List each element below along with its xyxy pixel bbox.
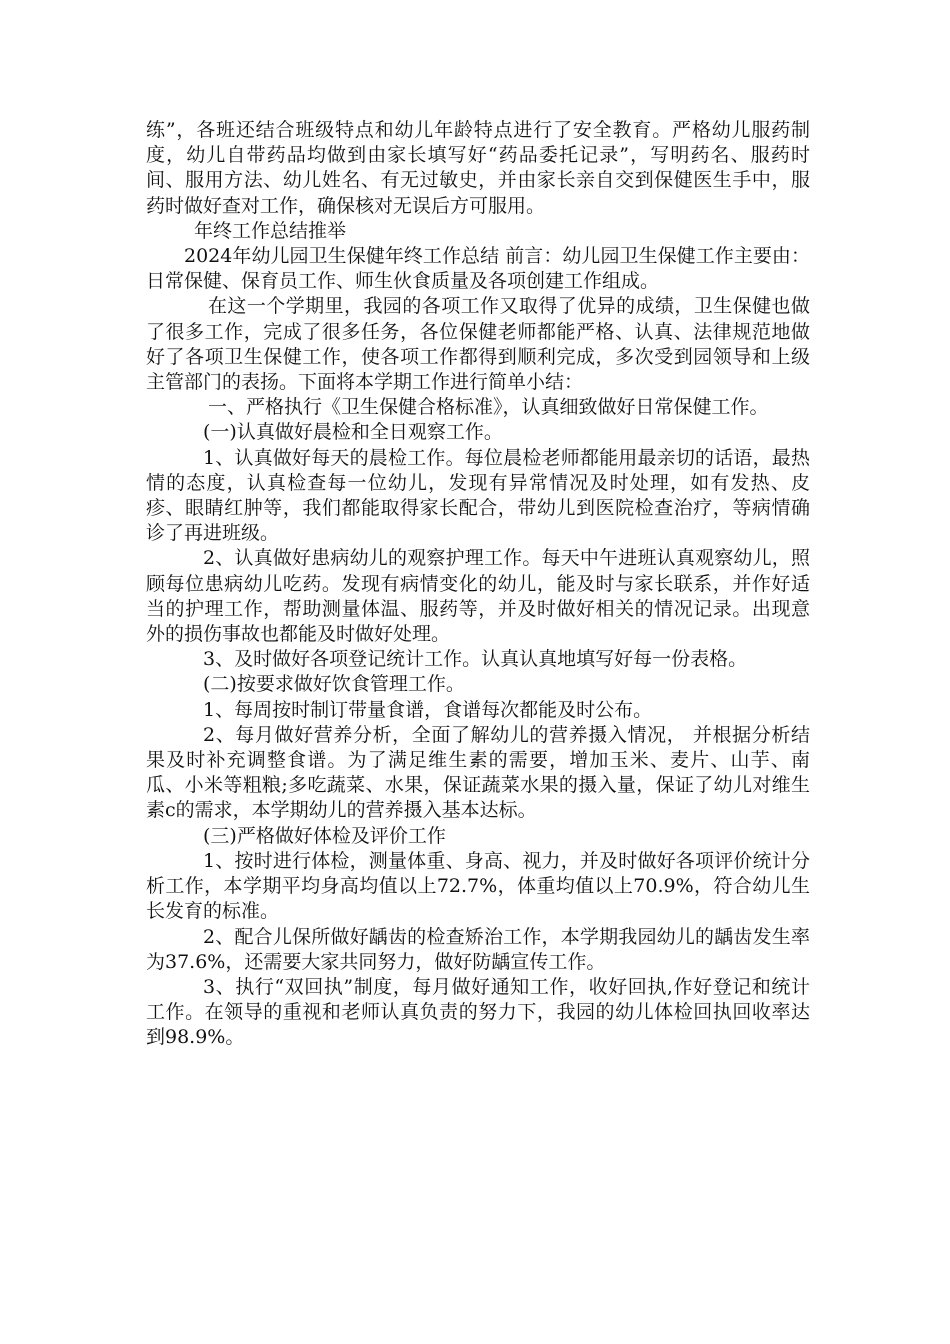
subheading-diet-management: (二)按要求做好饮食管理工作。 [203,673,465,696]
subheading-physical-exam: (三)严格做好体检及评价工作 [203,824,446,847]
item-morning-check: 1、认真做好每天的晨检工作。每位晨检老师都能用最亲切的话语，最热情的态度，认真检查每一位幼儿，发现有异常情况及时处理，如有发热、皮疹、眼睛红肿等，我们都能取得家长配合，带幼儿到医院检查治疗，等病情确诊了再进班级。 [146,446,810,545]
item-sick-child-care: 2、认真做好患病幼儿的观察护理工作。每天中午进班认真观察幼儿，照顾每位患病幼儿吃药。发现有病情变化的幼儿，能及时与家长联系，并作好适当的护理工作，帮助测量体温、服药等，并及时做好相关的情况记录。出现意外的损伤事故也都能及时做好处理。 [146,547,810,646]
document-page [146,118,810,1051]
report-title-and-preface: 2024年幼儿园卫生保健年终工作总结 前言：幼儿园卫生保健工作主要由：日常保健、保育员工作、师生伙食质量及各项创建工作组成。 [146,245,810,293]
subheading-morning-check: (一)认真做好晨检和全日观察工作。 [203,421,503,444]
paragraph-semester-overview: 在这一个学期里，我园的各项工作又取得了优异的成绩，卫生保健也做了很多工作，完成了很多任务，各位保健老师都能严格、认真、法律规范地做好了各项卫生保健工作，使各项工作都得到顺利完成，多次受到园领导和上级主管部门的表扬。下面将本学期工作进行简单小结： [146,295,810,394]
item-nutrition-analysis: 2、每月做好营养分析，全面了解幼儿的营养摄入情况， 并根据分析结果及时补充调整食谱。为了满足维生素的需要，增加玉米、麦片、山芋、南瓜、小米等粗粮;多吃蔬菜、水果，保证蔬菜水果的摄入量，保证了幼儿对维生素c的需求，本学期幼儿的营养摄入基本达标。 [146,723,810,822]
item-physical-exam-statistics: 1、按时进行体检，测量体重、身高、视力，并及时做好各项评价统计分析工作，本学期平均身高均值以上72.7%，体重均值以上70.9%，符合幼儿生长发育的标准。 [146,849,810,923]
section-heading: 年终工作总结推举 [194,219,347,242]
item-registration-statistics: 3、及时做好各项登记统计工作。认真认真地填写好每一份表格。 [203,648,748,671]
item-weekly-menu: 1、每周按时制订带量食谱，食谱每次都能及时公布。 [203,698,653,721]
paragraph-safety-medication: 练”，各班还结合班级特点和幼儿年龄特点进行了安全教育。严格幼儿服药制度，幼儿自带药品均做到由家长填写好“药品委托记录”，写明药名、服药时间、服用方法、幼儿姓名、有无过敏史，并由家长亲自交到保健医生手中，服药时做好查对工作，确保核对无误后方可服用。 [146,119,810,217]
item-double-receipt: 3、执行“双回执”制度，每月做好通知工作，收好回执,作好登记和统计工作。在领导的重视和老师认真负责的努力下，我园的幼儿体检回执回收率达到98.9%。 [146,975,810,1049]
heading-part-one: 一、严格执行《卫生保健合格标准》，认真细致做好日常保健工作。 [208,396,769,419]
item-dental-caries: 2、配合儿保所做好龋齿的检查矫治工作，本学期我园幼儿的龋齿发生率为37.6%，还需要大家共同努力，做好防龋宣传工作。 [146,925,810,973]
